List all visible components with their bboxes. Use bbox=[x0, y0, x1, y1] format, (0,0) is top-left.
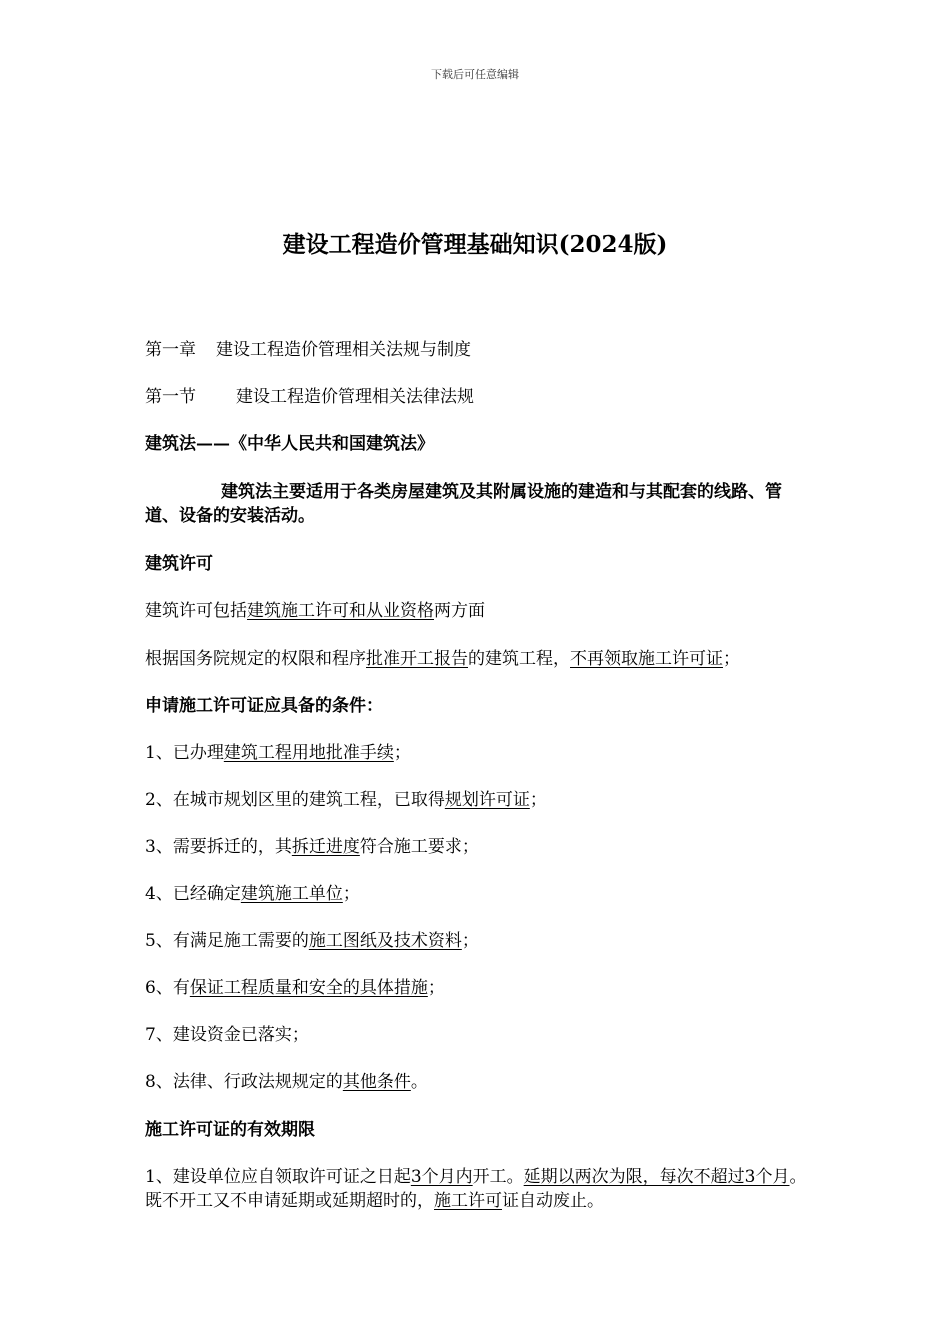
text-run: ； bbox=[723, 649, 740, 669]
list-item bbox=[145, 741, 810, 765]
underlined-text: 其他条件 bbox=[342, 1072, 411, 1092]
chapter-number: 第一章 bbox=[145, 340, 196, 360]
text-run: 4、已经确定 bbox=[145, 884, 241, 904]
text-run: 。 bbox=[410, 1072, 428, 1092]
page-header-note: 下载后可任意编辑 bbox=[431, 68, 519, 81]
underlined-text: 延期以两次为限，每次不超过3个月 bbox=[523, 1167, 790, 1187]
underlined-text: 规划许可证 bbox=[444, 790, 530, 810]
underlined-text: 拆迁进度 bbox=[291, 837, 360, 857]
chapter-name: 建设工程造价管理相关法规与制度 bbox=[216, 340, 471, 360]
validity-paragraph bbox=[145, 1165, 810, 1213]
text-run: 的建筑工程， bbox=[468, 649, 570, 669]
text-run: 5、有满足施工需要的 bbox=[145, 931, 309, 951]
text-run: ； bbox=[461, 931, 479, 951]
underlined-text: 建筑施工单位 bbox=[240, 884, 343, 904]
underlined-text: 不再领取施工许可证 bbox=[570, 649, 723, 669]
section-name: 建设工程造价管理相关法律法规 bbox=[236, 387, 474, 407]
list-item bbox=[145, 835, 810, 859]
law-scope-paragraph bbox=[145, 480, 810, 528]
underlined-text: 批准开工报告 bbox=[366, 649, 468, 669]
underlined-text: 保证工程质量和安全的具体措施 bbox=[189, 978, 428, 998]
list-item bbox=[145, 976, 810, 1000]
text-run: ； bbox=[393, 743, 411, 763]
text-run: 根据国务院规定的权限和程序 bbox=[145, 649, 366, 669]
section-heading bbox=[145, 385, 810, 409]
text-run: 。既不开工又不申请延期或延期超时的， bbox=[145, 1167, 807, 1211]
list-item bbox=[145, 882, 810, 906]
underlined-text: 施工许可 bbox=[434, 1191, 502, 1211]
approval-line bbox=[145, 647, 810, 671]
permit-heading: 建筑许可 bbox=[145, 554, 213, 574]
text-run: 建筑许可包括 bbox=[145, 601, 247, 621]
list-item bbox=[145, 929, 810, 953]
text-run: ； bbox=[529, 790, 547, 810]
underlined-text: 施工图纸及技术资料 bbox=[308, 931, 462, 951]
document-title: 建设工程造价管理基础知识(2024版) bbox=[282, 231, 668, 258]
text-run: 证自动废止。 bbox=[502, 1191, 604, 1211]
text-run: ； bbox=[342, 884, 360, 904]
underlined-text: 建筑工程用地批准手续 bbox=[223, 743, 394, 763]
conditions-heading: 申请施工许可证应具备的条件： bbox=[145, 696, 383, 716]
permit-scope-line bbox=[145, 599, 810, 623]
text-run: ； bbox=[427, 978, 445, 998]
text-run: 1、建设单位应自领取许可证之日起 bbox=[145, 1167, 411, 1187]
text-run: 开工。 bbox=[472, 1167, 524, 1187]
chapter-heading bbox=[145, 338, 810, 362]
list-item bbox=[145, 1023, 810, 1047]
validity-heading: 施工许可证的有效期限 bbox=[145, 1120, 315, 1140]
underlined-text: 3个月内 bbox=[410, 1167, 473, 1187]
list-item bbox=[145, 788, 810, 812]
underlined-text: 建筑施工许可和从业资格 bbox=[247, 601, 434, 621]
text-run: 符合施工要求； bbox=[359, 837, 479, 857]
text-run: 3、需要拆迁的，其 bbox=[145, 837, 292, 857]
list-item bbox=[145, 1070, 810, 1094]
text-run: 两方面 bbox=[434, 601, 485, 621]
text-run: 2、在城市规划区里的建筑工程，已取得 bbox=[145, 790, 445, 810]
text-run: 8、法律、行政法规规定的 bbox=[145, 1072, 343, 1092]
text-run: 7、建设资金已落实； bbox=[145, 1025, 309, 1045]
text-run: 1、已办理 bbox=[145, 743, 224, 763]
text-run: 6、有 bbox=[145, 978, 190, 998]
law-heading: 建筑法——《中华人民共和国建筑法》 bbox=[145, 434, 434, 454]
law-scope-text: 建筑法主要适用于各类房屋建筑及其附属设施的建造和与其配套的线路、管道、设备的安装活动。 bbox=[145, 482, 782, 526]
section-number: 第一节 bbox=[145, 387, 196, 407]
